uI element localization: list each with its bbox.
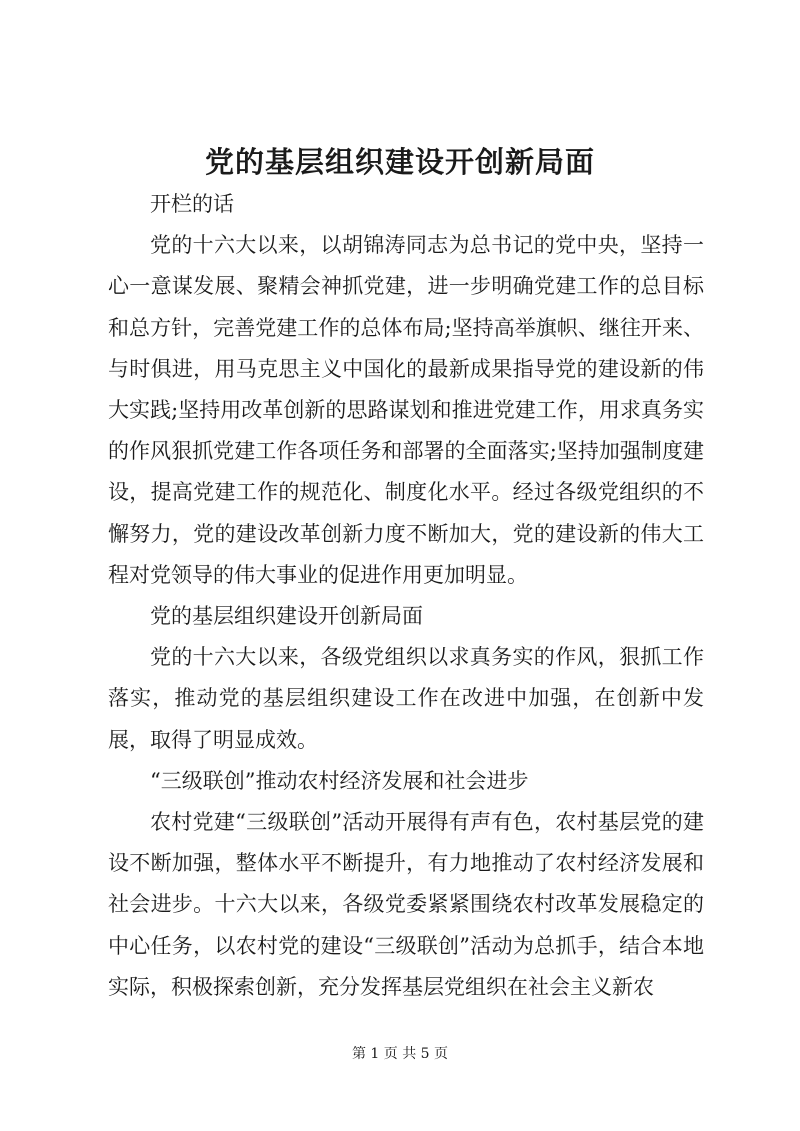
section-heading: 党的基层组织建设开创新局面: [150, 604, 423, 629]
page-footer: 第 1 页 共 5 页: [351, 1046, 449, 1062]
document-title: 党的基层组织建设开创新局面: [204, 145, 595, 179]
paragraph: 农村党建“三级联创”活动开展得有声有色，农村基层党的建设不断加强，整体水平不断提升，有力地推动了农村经济发展和社会进步。十六大以来，各级党委紧紧围绕农村改革发展稳定的中心任务，以农村党的建设“三级联创”活动为总抓手，结合本地实际，积极探索创新，充分发挥基层党组织在社会主义新农: [108, 810, 704, 999]
document-body: [108, 184, 704, 1008]
section-heading: “三级联创”推动农村经济发展和社会进步: [150, 768, 529, 793]
section-heading-intro: 开栏的话: [150, 192, 234, 216]
paragraph: 党的十六大以来，各级党组织以求真务实的作风，狠抓工作落实，推动党的基层组织建设工作在改进中加强，在创新中发展，取得了明显成效。: [108, 645, 704, 752]
paragraph: 党的十六大以来，以胡锦涛同志为总书记的党中央，坚持一心一意谋发展、聚精会神抓党建，进一步明确党建工作的总目标和总方针，完善党建工作的总体布局;坚持高举旗帜、继往开来、与时俱进，用马克思主义中国化的最新成果指导党的建设新的伟大实践;坚持用改革创新的思路谋划和推进党建工作，用求真务实的作风狠抓党建工作各项任务和部署的全面落实;坚持加强制度建设，提高党建工作的规范化、制度化水平。经过各级党组织的不懈努力，党的建设改革创新力度不断加大，党的建设新的伟大工程对党领导的伟大事业的促进作用更加明显。: [108, 233, 704, 587]
